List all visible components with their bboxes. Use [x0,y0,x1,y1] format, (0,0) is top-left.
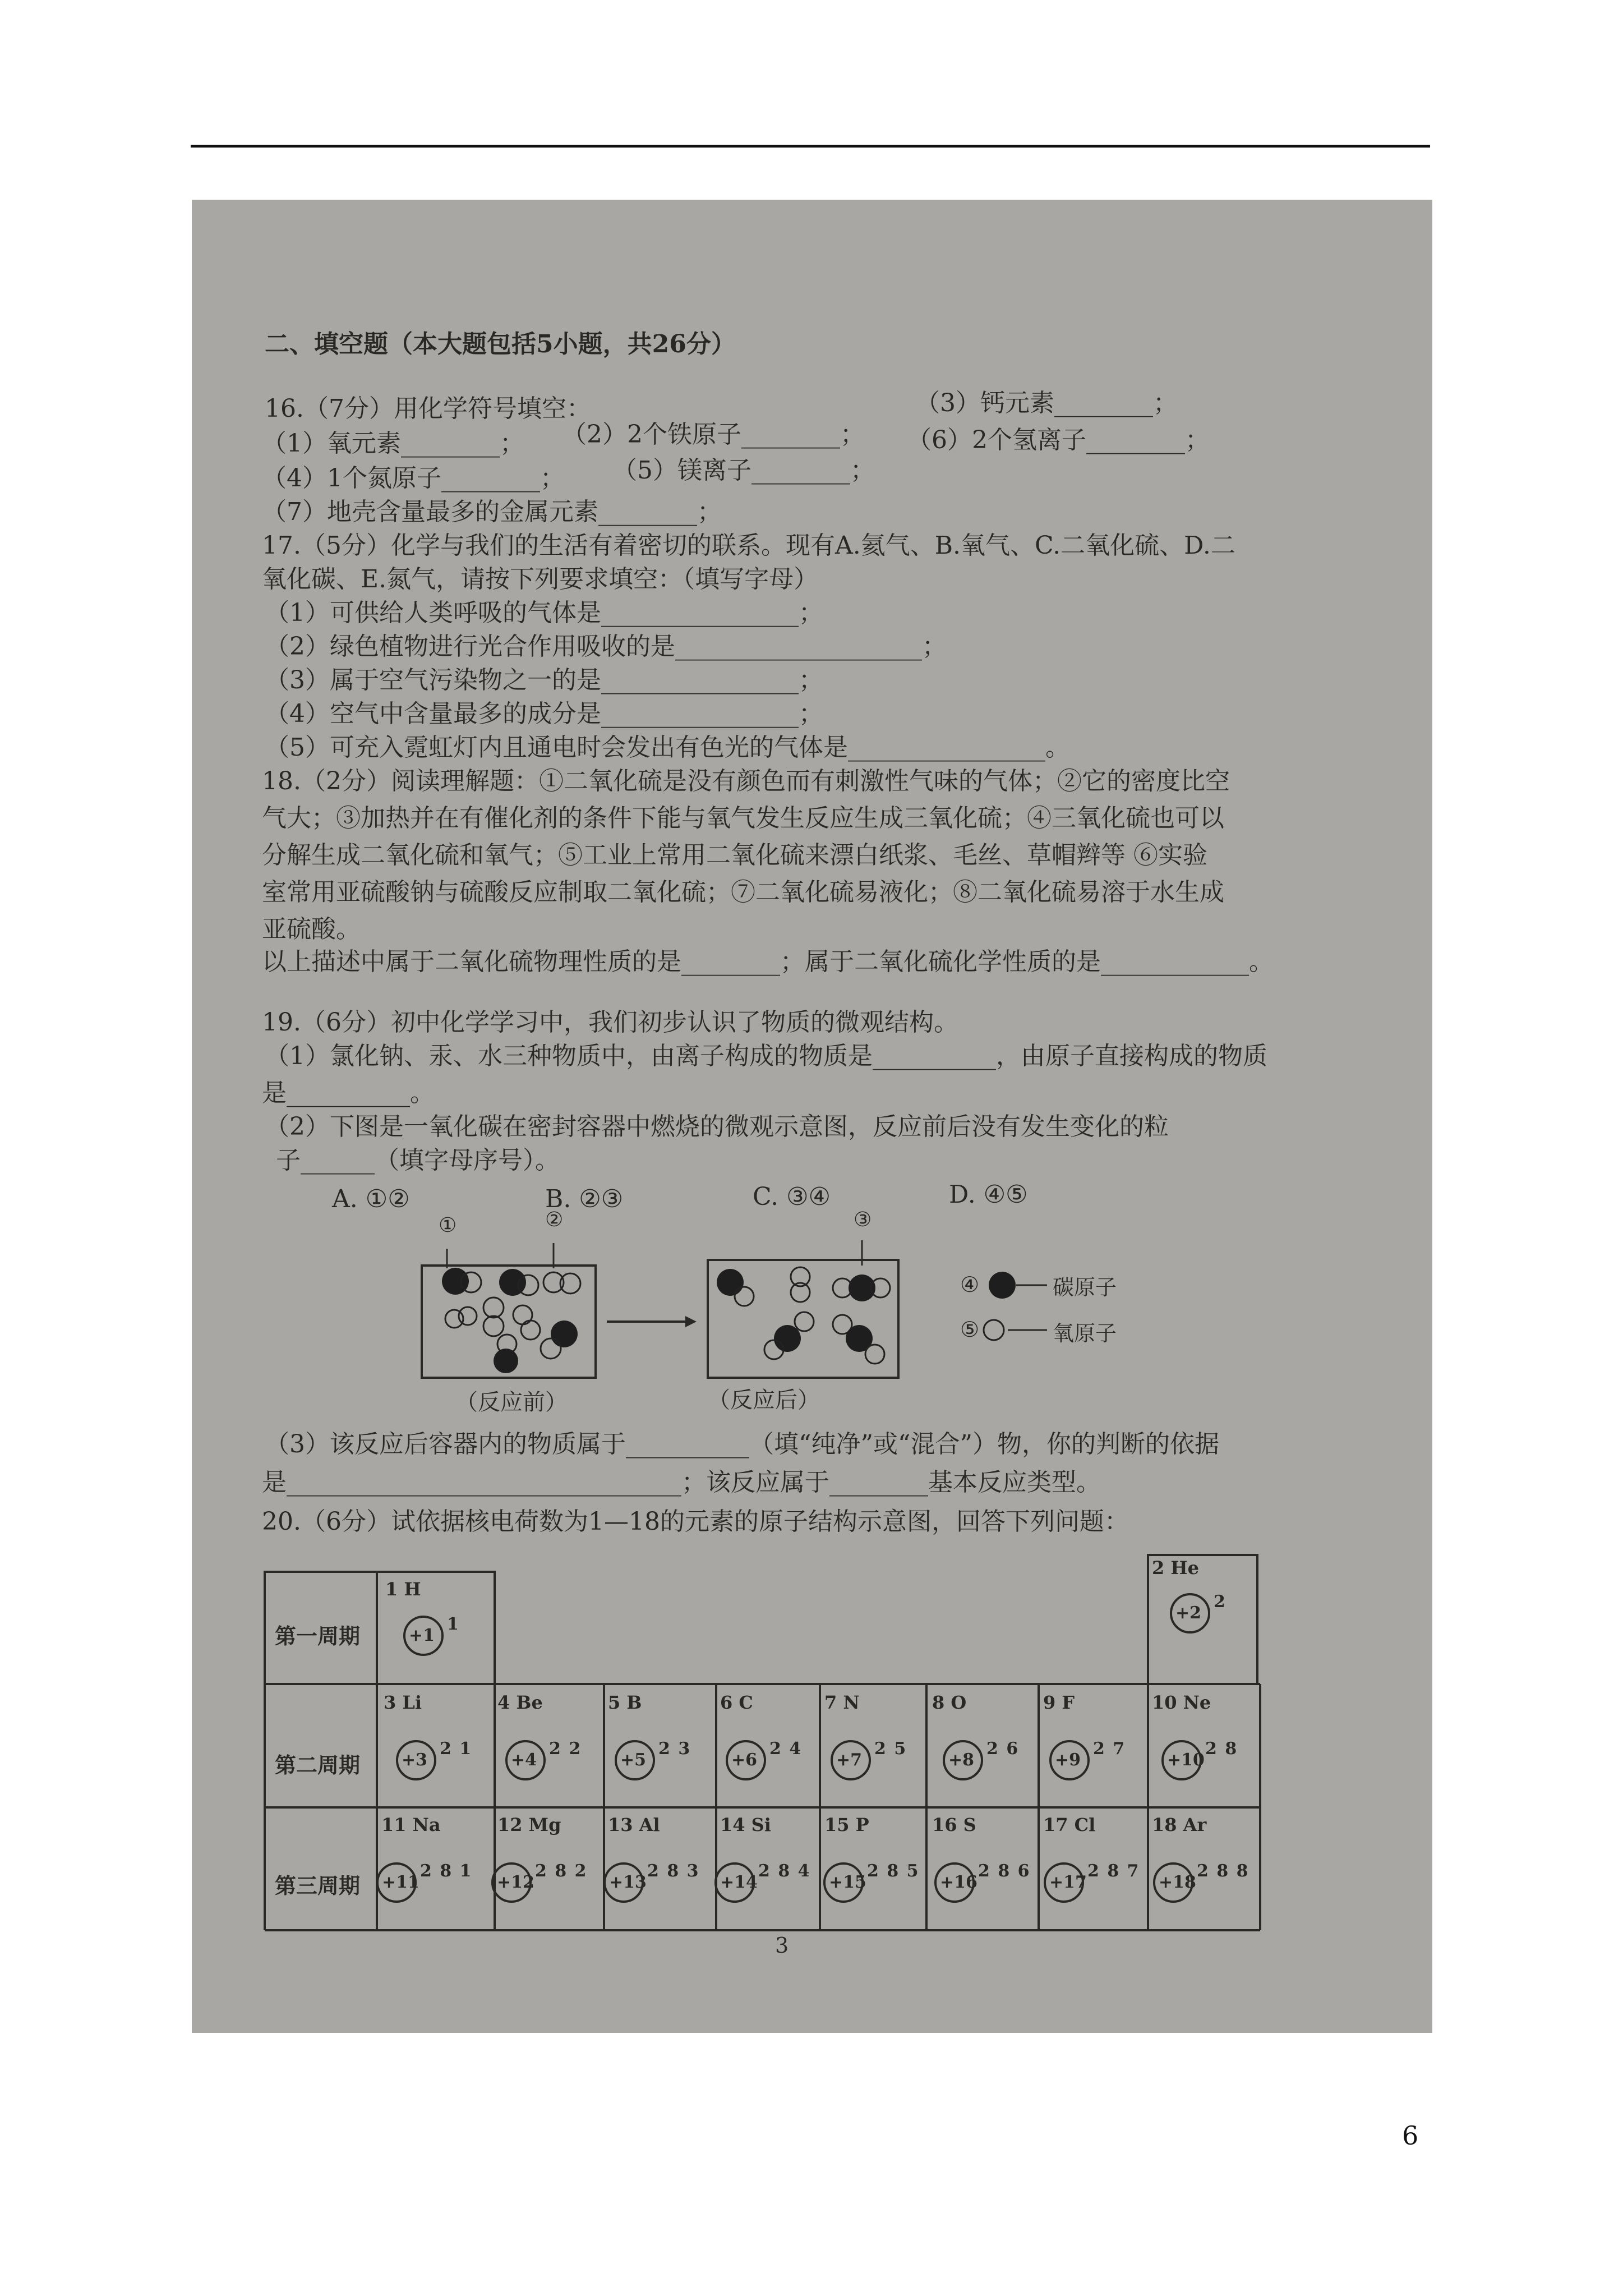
element-nucleus-charge: +7 [836,1750,863,1770]
periodic-table [192,200,1432,2033]
q19-option-a: A. ①② [332,1185,410,1213]
q17-item-3: （3）属于空气污染物之一的是________________； [265,666,823,694]
q19-part1-b: 是__________。 [262,1079,435,1107]
element-electron-shells: 2 [1214,1592,1227,1612]
period-3-label: 第三周期 [275,1873,361,1898]
q19-part1-a: （1）氯化钠、汞、水三种物质中，由离子构成的物质是__________，由原子直接构成的物质 [265,1042,1267,1070]
period-1-label: 第一周期 [275,1623,361,1649]
q16-item-7: （7）地壳含量最多的金属元素________； [262,498,722,526]
element-electron-shells: 2 8 1 [420,1861,473,1881]
element-symbol: 11 Na [381,1814,441,1835]
q18-line-1: 18.（2分）阅读理解题：①二氧化硫是没有颜色而有刺激性气味的气体；②它的密度比空 [262,767,1230,795]
element-electron-shells: 2 4 [769,1739,803,1759]
element-electron-shells: 2 8 7 [1087,1861,1140,1881]
element-nucleus-charge: +2 [1175,1603,1202,1623]
element-symbol: 18 Ar [1152,1814,1207,1835]
marker-2: ② [545,1208,564,1231]
q16-item-5: （5）镁离子________； [612,456,875,485]
period-2-label: 第二周期 [275,1752,361,1778]
q20-stem: 20.（6分）试依据核电荷数为1—18的元素的原子结构示意图，回答下列问题： [262,1507,1129,1536]
q16-item-3: （3）钙元素________； [915,389,1178,417]
element-symbol: 14 Si [720,1814,771,1835]
element-symbol: 6 C [720,1692,753,1713]
q17-stem-1: 17.（5分）化学与我们的生活有着密切的联系。现有A.氦气、B.氧气、C.二氧化硫、D.二 [262,531,1235,560]
element-nucleus-charge: +8 [948,1750,975,1770]
element-nucleus-charge: +4 [511,1750,537,1770]
element-electron-shells: 2 8 6 [978,1861,1031,1881]
q17-stem-2: 氧化碳、E.氮气，请按下列要求填空：（填写字母） [262,565,819,593]
element-nucleus-charge: +14 [720,1872,758,1892]
element-symbol: 4 Be [497,1692,543,1713]
q17-item-1: （1）可供给人类呼吸的气体是________________； [265,599,823,627]
element-nucleus-charge: +11 [382,1872,419,1892]
q16-item-4: （4）1个氮原子________； [262,464,565,493]
q16-stem: 16.（7分）用化学符号填空： [265,394,591,423]
q18-line-2: 气大；③加热并在有催化剂的条件下能与氧气发生反应生成三氧化硫；④三氧化硫也可以 [262,804,1224,832]
element-electron-shells: 2 8 [1205,1739,1238,1759]
element-electron-shells: 2 8 2 [535,1861,588,1881]
legend-oxygen: 氧原子 [1053,1321,1117,1346]
element-nucleus-charge: +1 [409,1626,435,1645]
before-label: （反应前） [455,1389,568,1415]
legend-carbon: 碳原子 [1053,1275,1117,1300]
element-symbol: 3 Li [384,1692,422,1713]
q18-line-6: 以上描述中属于二氧化硫物理性质的是________；属于二氧化硫化学性质的是____________。 [262,947,1274,976]
q18-line-3: 分解生成二氧化硫和氧气；⑤工业上常用二氧化硫来漂白纸浆、毛丝、草帽辫等 ⑥实验 [262,841,1207,869]
q19-option-b: B. ②③ [545,1185,624,1213]
element-electron-shells: 2 8 3 [647,1861,700,1881]
element-symbol: 16 S [932,1814,976,1835]
element-nucleus-charge: +17 [1049,1872,1087,1892]
after-label: （反应后） [708,1387,820,1413]
element-nucleus-charge: +5 [620,1750,647,1770]
q19-part3-a: （3）该反应后容器内的物质属于__________（填“纯净”或“混合”）物，你的判断的依据 [265,1430,1219,1458]
element-nucleus-charge: +16 [940,1872,978,1892]
element-symbol: 15 P [824,1814,869,1835]
photo-page-number: 3 [775,1933,789,1958]
element-symbol: 12 Mg [497,1814,561,1835]
top-rule [191,145,1430,148]
element-nucleus-charge: +3 [402,1750,428,1770]
element-electron-shells: 2 2 [549,1739,582,1759]
q18-line-5: 亚硫酸。 [262,915,361,944]
element-nucleus-charge: +18 [1159,1872,1196,1892]
element-nucleus-charge: +9 [1055,1750,1081,1770]
q19-part3-b: 是________________________________；该反应属于________基本反应类型。 [262,1468,1101,1497]
legend-carbon-number: ④ [960,1272,980,1297]
q19-option-c: C. ③④ [753,1182,831,1211]
q17-item-2: （2）绿色植物进行光合作用吸收的是____________________； [265,632,947,661]
element-symbol: 5 B [608,1692,642,1713]
q19-stem: 19.（6分）初中化学学习中，我们初步认识了物质的微观结构。 [262,1008,958,1037]
marker-1: ① [439,1214,457,1237]
element-nucleus-charge: +13 [609,1872,647,1892]
element-symbol: 8 O [932,1692,967,1713]
element-electron-shells: 2 8 5 [867,1861,920,1881]
q18-line-4: 室常用亚硫酸钠与硫酸反应制取二氧化硫；⑦二氧化硫易液化；⑧二氧化硫易溶于水生成 [262,878,1224,907]
q16-item-2: （2）2个铁原子________； [562,420,865,449]
q19-option-d: D. ④⑤ [949,1180,1028,1209]
q19-part2-a: （2）下图是一氧化碳在密封容器中燃烧的微观示意图，反应前后没有发生变化的粒 [265,1112,1169,1141]
element-symbol: 13 Al [608,1814,660,1835]
legend-oxygen-number: ⑤ [960,1317,980,1342]
element-electron-shells: 2 8 8 [1197,1861,1249,1881]
marker-3: ③ [854,1208,872,1231]
element-symbol: 17 Cl [1043,1814,1096,1835]
q16-item-6: （6）2个氢离子________； [907,426,1210,454]
element-symbol: 1 H [385,1579,421,1600]
element-electron-shells: 2 1 [440,1739,473,1759]
q17-item-4: （4）空气中含量最多的成分是________________； [265,700,823,728]
element-electron-shells: 1 [447,1614,460,1634]
element-electron-shells: 2 3 [658,1739,691,1759]
section-heading: 二、填空题（本大题包括5小题，共26分） [265,330,736,358]
element-electron-shells: 2 5 [874,1739,907,1759]
element-symbol: 10 Ne [1152,1692,1211,1713]
element-nucleus-charge: +10 [1167,1750,1205,1770]
element-electron-shells: 2 6 [986,1739,1020,1759]
element-symbol: 2 He [1152,1557,1199,1579]
q16-item-1: （1）氧元素________； [262,429,524,458]
q19-part2-b: 子______（填字母序号）。 [276,1146,560,1175]
element-nucleus-charge: +15 [829,1872,866,1892]
element-electron-shells: 2 7 [1093,1739,1126,1759]
element-symbol: 9 F [1043,1692,1075,1713]
element-nucleus-charge: +12 [497,1872,534,1892]
exam-photo [192,200,1432,2033]
q17-item-5: （5）可充入霓虹灯内且通电时会发出有色光的气体是________________。 [265,733,1070,762]
page-number: 6 [1402,2120,1419,2151]
element-nucleus-charge: +6 [731,1750,758,1770]
element-symbol: 7 N [824,1692,860,1713]
element-electron-shells: 2 8 4 [758,1861,811,1881]
